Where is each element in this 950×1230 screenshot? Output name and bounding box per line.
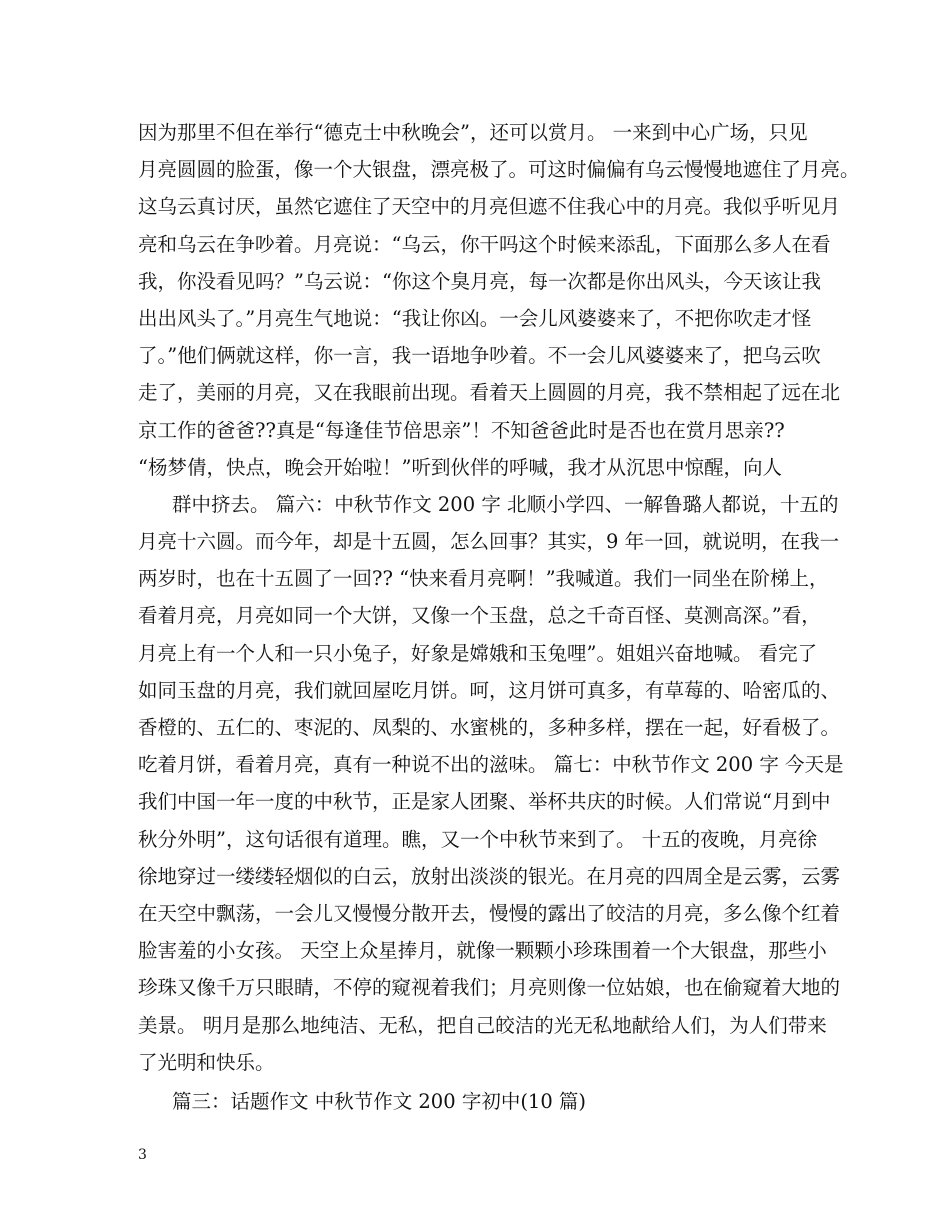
body-text	[138, 114, 860, 1120]
text-line: 月亮十六圆。而今年，却是十五圆，怎么回事？其实，9 年一回，就说明，在我一	[138, 530, 840, 554]
text-line: 出出风头了。”月亮生气地说：“我让你凶。一会儿风婆婆来了，不把你吹走才怪	[138, 306, 812, 330]
text-line: 了。”他们俩就这样，你一言，我一语地争吵着。不一会儿风婆婆来了，把乌云吹	[138, 344, 821, 368]
text-line: 两岁时，也在十五圆了一回?? “快来看月亮啊！”我喊道。我们一同坐在阶梯上，	[138, 567, 829, 591]
text-line: 美景。 明月是那么地纯洁、无私，把自己皎洁的光无私地献给人们，为人们带来	[138, 1013, 827, 1037]
text-line: 我，你没看见吗？”乌云说：“你这个臭月亮，每一次都是你出风头，今天该让我	[138, 269, 821, 293]
text-line: 因为那里不但在举行“德克士中秋晚会”，还可以赏月。 一来到中心广场，只见	[138, 121, 808, 144]
text-line-indented: 群中挤去。 篇六：中秋节作文 200 字 北顺小学四、一解鲁璐人都说，十五的	[172, 492, 839, 516]
text-line: 在天空中飘荡，一会儿又慢慢分散开去，慢慢的露出了皎洁的月亮，多么像个红着	[138, 901, 841, 925]
text-line: 看着月亮，月亮如同一个大饼，又像一个玉盘，总之千奇百怪、莫测高深。”看，	[138, 604, 821, 628]
text-line: 我们中国一年一度的中秋节，正是家人团聚、举杯共庆的时候。人们常说“月到中	[138, 790, 831, 814]
text-line: 了光明和快乐。	[138, 1050, 275, 1074]
text-line: 京工作的爸爸??真是“每逢佳节倍思亲”！不知爸爸此时是否也在赏月思亲??	[138, 418, 785, 442]
section-heading: 篇三：话题作文 中秋节作文 200 字初中(10 篇)	[172, 1089, 587, 1113]
text-line: 脸害羞的小女孩。 天空上众星捧月，就像一颗颗小珍珠围着一个大银盘，那些小	[138, 939, 827, 963]
text-line: 徐地穿过一缕缕轻烟似的白云，放射出淡淡的银光。在月亮的四周全是云雾，云雾	[138, 864, 841, 888]
text-line: 亮和乌云在争吵着。月亮说：“乌云，你干吗这个时候来添乱，下面那么多人在看	[138, 232, 831, 256]
text-line: “杨梦倩，快点，晚会开始啦！”听到伙伴的呼喊，我才从沉思中惊醒，向人	[138, 455, 782, 479]
text-line: 如同玉盘的月亮，我们就回屋吃月饼。呵，这月饼可真多，有草莓的、哈密瓜的、	[138, 678, 841, 702]
text-line: 月亮上有一个人和一只小兔子，好象是嫦娥和玉兔哩”。姐姐兴奋地喊。 看完了	[138, 641, 818, 665]
text-line: 走了，美丽的月亮，又在我眼前出现。看着天上圆圆的月亮，我不禁相起了远在北	[138, 381, 841, 405]
text-line: 吃着月饼，看着月亮，真有一种说不出的滋味。 篇七：中秋节作文 200 字 今天是	[138, 753, 844, 777]
text-line: 月亮圆圆的脸蛋，像一个大银盘，漂亮极了。可这时偏偏有乌云慢慢地遮住了月亮。	[138, 158, 860, 182]
text-line: 珍珠又像千万只眼睛，不停的窥视着我们；月亮则像一位姑娘，也在偷窥着大地的	[138, 976, 841, 1000]
text-line: 秋分外明”，这句话很有道理。瞧，又一个中秋节来到了。 十五的夜晚，月亮徐	[138, 827, 818, 851]
text-line: 香橙的、五仁的、枣泥的、凤梨的、水蜜桃的，多种多样，摆在一起，好看极了。	[138, 716, 841, 739]
text-line: 这乌云真讨厌，虽然它遮住了天空中的月亮但遮不住我心中的月亮。我似乎听见月	[138, 195, 841, 219]
page-number: 3	[138, 1147, 147, 1163]
